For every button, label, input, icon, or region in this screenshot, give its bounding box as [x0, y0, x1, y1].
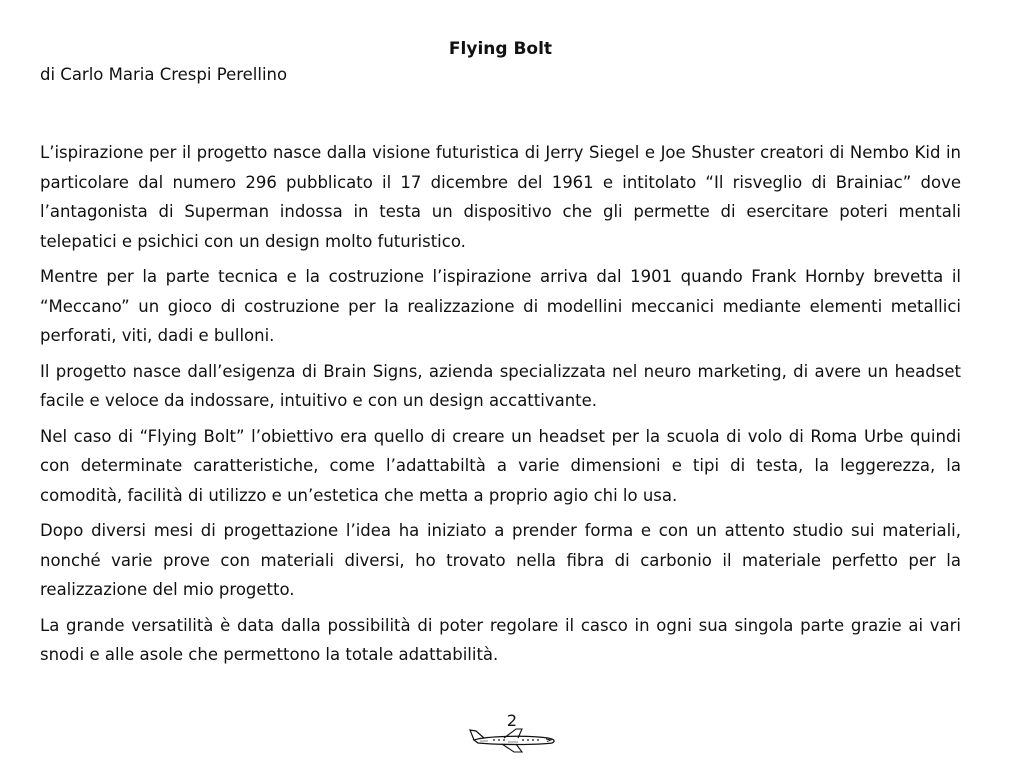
document-page [40, 36, 961, 676]
airplane-icon [468, 726, 558, 754]
paragraph-6: La grande versatilità è data dalla possibilità di poter regolare il casco in ogni sua singola parte grazie ai vari snodi e alle asole che permettono la totale adattabilità. [40, 615, 961, 664]
document-author: di Carlo Maria Crespi Perellino [40, 65, 288, 84]
page-number: 2 [506, 711, 518, 730]
document-title: Flying Bolt [448, 39, 553, 59]
paragraph-5: Dopo diversi mesi di progettazione l’idea ha iniziato a prender forma e con un attento studio sui materiali, nonché varie prove con materiali diversi, ho trovato nella fibra di carbonio il materiale perfetto per la realizzazione del mio progetto. [40, 521, 961, 599]
paragraph-3: Il progetto nasce dall’esigenza di Brain Signs, azienda specializzata nel neuro marketing, di avere un headset facile e veloce da indossare, intuitivo e con un design accattivante. [40, 361, 961, 410]
paragraph-4: Nel caso di “Flying Bolt” l’obiettivo era quello di creare un headset per la scuola di volo di Roma Urbe quindi con determinate caratteristiche, come l’adattabiltà a varie dimensioni e tipi di testa, la leggerezza, la comodità, facilità di utilizzo e un’estetica che metta a proprio agio chi lo usa. [40, 426, 961, 505]
paragraph-1: L’ispirazione per il progetto nasce dalla visione futuristica di Jerry Siegel e Joe Shuster creatori di Nembo Kid in particolare dal numero 296 pubblicato il 17 dicembre del 1961 e intitolato “Il risveglio di Brainiac” dove l’antagonista di Superman indossa in testa un dispositivo che gli permette di esercitare poteri mentali telepatici e psichici con un design molto futuristico. [40, 143, 961, 251]
paragraph-2: Mentre per la parte tecnica e la costruzione l’ispirazione arriva dal 1901 quando Frank Hornby brevetta il “Meccano” un gioco di costruzione per la realizzazione di modellini meccanici mediante elementi metallici perforati, viti, dadi e bulloni. [40, 267, 961, 345]
